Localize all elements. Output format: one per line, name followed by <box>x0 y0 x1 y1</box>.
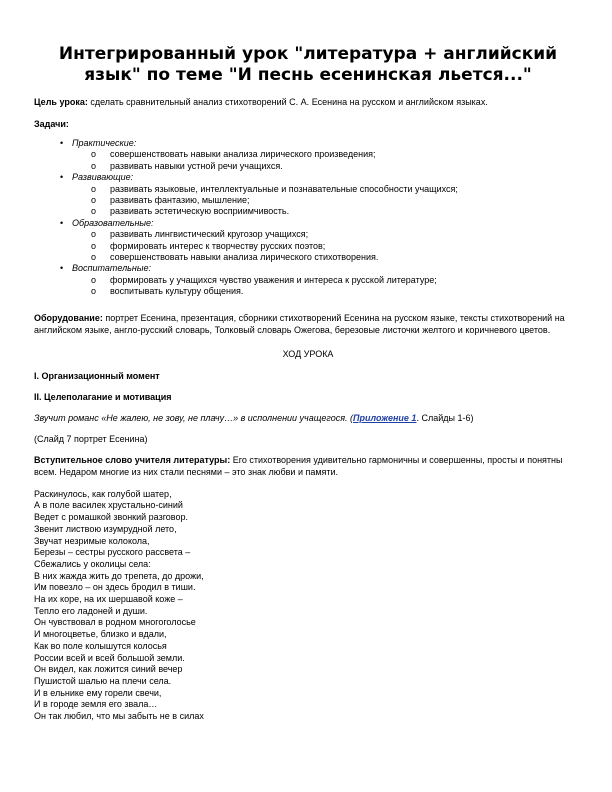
lesson-heading: ХОД УРОКА <box>282 348 334 359</box>
poem-line: Пушистой шалью на плечи села. <box>34 675 172 686</box>
task-sublist <box>72 184 582 218</box>
task-group <box>34 172 582 218</box>
goal-text: сделать сравнительный анализ стихотворений С. А. Есенина на русском и английском языках. <box>87 97 488 107</box>
poem-line: Сбежались у околицы села: <box>34 558 151 569</box>
document-title <box>34 44 582 86</box>
title-line-1: Интегрированный урок "литература + английский <box>58 44 558 64</box>
romance-text: Звучит романс «Не жалею, не зову, не плачу…» в исполнении учащегося. ( <box>34 412 354 423</box>
poem-line: Как во поле колышутся колосья <box>34 640 167 651</box>
poem-line: И в ельнике ему горели свечи, <box>34 687 162 698</box>
task-item: o воспитывать культуру общения. <box>91 286 244 297</box>
bullet-icon: • <box>60 172 64 183</box>
circle-bullet-icon: o <box>91 252 97 263</box>
task-sublist <box>72 275 582 298</box>
intro-label: Вступительное слово учителя литературы: <box>34 454 231 465</box>
task-group <box>34 263 582 297</box>
tasks-list <box>34 138 582 298</box>
task-item: o формировать интерес к творчеству русских поэтов; <box>91 240 326 251</box>
poem-line: Звучат незримые колокола, <box>34 535 150 546</box>
appendix-link[interactable]: Приложение 1 <box>353 412 417 423</box>
task-item: o совершенствовать навыки анализа лирического произведения; <box>91 149 376 160</box>
task-sublist <box>72 149 582 172</box>
task-group-title: Воспитательные: <box>72 263 151 274</box>
circle-bullet-icon: o <box>91 206 97 217</box>
poem-line: И в городе земля его звала… <box>34 699 158 710</box>
circle-bullet-icon: o <box>91 229 97 240</box>
task-item: o развивать фантазию, мышление; <box>91 195 250 206</box>
circle-bullet-icon: o <box>91 160 97 171</box>
poem <box>34 489 582 723</box>
title-line-2: язык" по теме "И песнь есенинская льется..." <box>84 65 532 85</box>
lesson-goal <box>34 96 582 108</box>
bullet-icon: • <box>60 217 64 228</box>
task-item: o развивать навыки устной речи учащихся. <box>91 160 283 171</box>
circle-bullet-icon: o <box>91 240 97 251</box>
circle-bullet-icon: o <box>91 183 97 194</box>
task-item: o развивать языковые, интеллектуальные и познавательные способности учащихся; <box>91 183 458 194</box>
poem-line: На их коре, на их шершавой коже – <box>34 594 183 605</box>
task-item: o развивать эстетическую восприимчивость. <box>91 206 290 217</box>
task-item: o формировать у учащихся чувство уважения и интереса к русской литературе; <box>91 274 437 285</box>
circle-bullet-icon: o <box>91 274 97 285</box>
intro-text: Его стихотворения удивительно гармоничны и совершенны, просты и понятны всем. Недаром многие из них стали песнями – это знак любви и памяти. <box>34 454 563 477</box>
intro-paragraph <box>34 454 582 478</box>
goal-label: Цель урока: <box>34 97 88 107</box>
poem-line: Он так любил, что мы забыть не в силах <box>34 711 204 722</box>
romance-paragraph <box>34 412 582 424</box>
section-heading-1: I. Организационный момент <box>34 370 160 381</box>
poem-line: А в поле василек хрустально-синий <box>34 500 183 511</box>
task-group-title: Образовательные: <box>72 217 154 228</box>
task-group <box>34 218 582 264</box>
poem-line: Раскинулось, как голубой шатер, <box>34 488 172 499</box>
bullet-icon: • <box>60 138 64 148</box>
task-sublist <box>72 229 582 263</box>
poem-line: Звенит листвою изумрудной лето, <box>34 523 177 534</box>
task-group-title: Развивающие: <box>72 172 134 183</box>
poem-line: Тепло его ладоней и души. <box>34 605 148 616</box>
poem-line: Он видел, как ложится синий вечер <box>34 664 183 675</box>
circle-bullet-icon: o <box>91 286 97 297</box>
poem-line: И многоцветье, близко и вдали, <box>34 629 167 640</box>
bullet-icon: • <box>60 263 64 274</box>
circle-bullet-icon: o <box>91 195 97 206</box>
task-item: o развивать лингвистический кругозор учащихся; <box>91 229 309 240</box>
document-page <box>34 44 582 723</box>
poem-line: Он чувствовал в родном многоголосье <box>34 617 196 628</box>
poem-line: России всей и всей большой земли. <box>34 652 185 663</box>
equipment-text: портрет Есенина, презентация, сборники стихотворений Есенина на русском языке, тексты стихотворений на английском языке, англо-русский словарь, Толковый словарь Ожегова, березовые листочки желтого и коричневого цветов. <box>34 312 565 335</box>
task-group-title: Практические: <box>72 138 137 148</box>
poem-line: Им повезло – он здесь бродил в тиши. <box>34 582 196 593</box>
poem-line: Березы – сестры русского рассвета – <box>34 547 191 558</box>
poem-line: Ведет с ромашкой звонкий разговор. <box>34 512 188 523</box>
task-group <box>34 138 582 172</box>
circle-bullet-icon: o <box>91 149 97 160</box>
slide-note: (Слайд 7 портрет Есенина) <box>34 433 148 444</box>
tasks-label: Задачи: <box>34 119 69 129</box>
section-heading-2: II. Целеполагание и мотивация <box>34 391 172 402</box>
equipment-label: Оборудование: <box>34 312 103 323</box>
task-item: o совершенствовать навыки анализа лирического стихотворения. <box>91 252 379 263</box>
romance-after: . Слайды 1-6) <box>416 412 474 423</box>
equipment <box>34 312 582 336</box>
poem-line: В них жажда жить до трепета, до дрожи, <box>34 570 204 581</box>
